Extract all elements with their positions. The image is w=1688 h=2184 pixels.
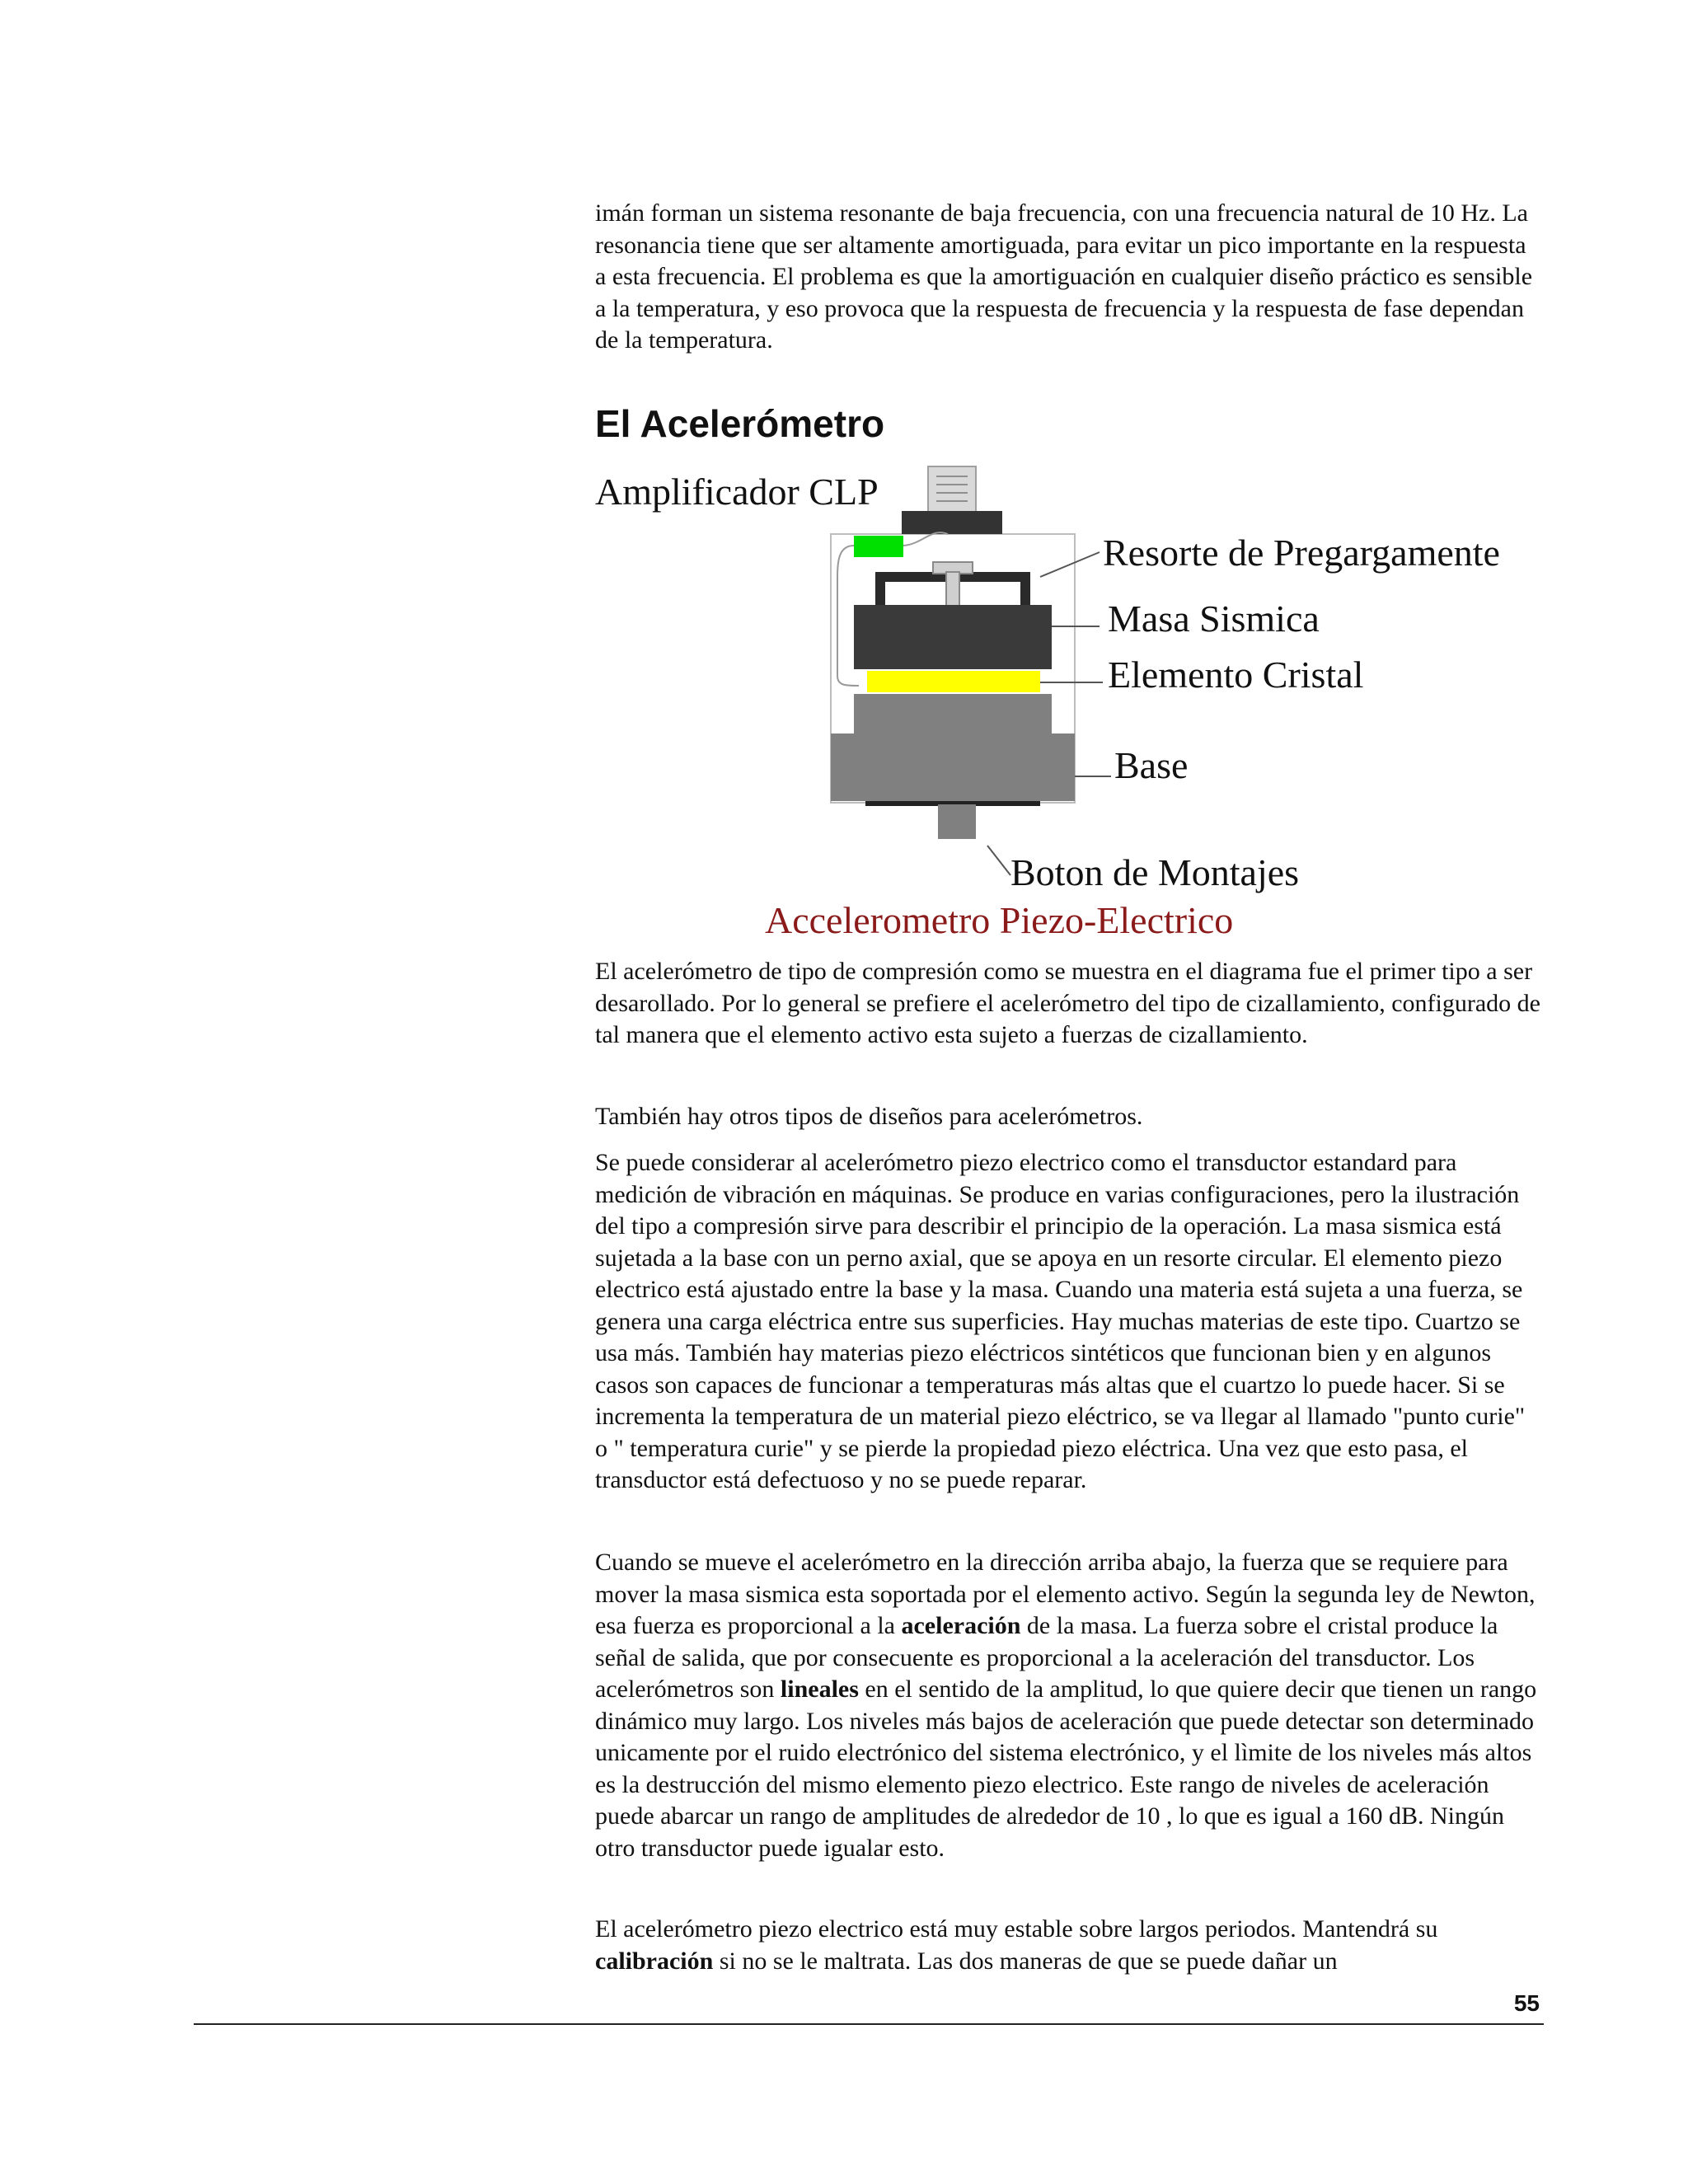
p4-bold-lineales: lineales <box>780 1675 859 1703</box>
p5-text-a: El acelerómetro piezo electrico está muy estable sobre largos periodos. Mantendrá su <box>595 1915 1438 1943</box>
body-paragraph-2: También hay otros tipos de diseños para acelerómetros. <box>595 1103 1143 1130</box>
p4-text-c: en el sentido de la amplitud, lo que quiere decir que tienen un rango dinámico muy largo. Los niveles más bajos de aceleración que puede detectar son determinado unicamente por el ruido electrónico del sistema electrónico, y el lìmite de los niveles más altos es la destrucción del mismo elemento piezo electrico. Este rango de niveles de aceleración puede abarcar un rango de amplitudes de alrededor de 10 , lo que es igual a 160 dB. Ningún otro transductor puede igualar esto. <box>595 1675 1537 1862</box>
p4-text-a: Cuando se mueve el acelerómetro en la dirección arriba abajo, la fuerza que se requiere para mover la masa sismica esta soportada por el elemento activo. Según la segunda ley de Newton, esa fuerza es proporcional a la <box>595 1549 1536 1639</box>
amp-wire <box>903 532 948 546</box>
body-paragraph-4 <box>595 1547 1543 1864</box>
p5-text-b: si no se le maltrata. Las dos maneras de que se puede dañar un <box>713 1947 1338 1975</box>
body-paragraph-1: El acelerómetro de tipo de compresión como se muestra en el diagrama fue el primer tipo a ser desarollado. Por lo general se prefiere el acelerómetro del tipo de cizallamiento, configurado de tal manera que el elemento activo esta sujeto a fuerzas de cizallamiento. <box>595 958 1541 1048</box>
bolt-head <box>933 562 973 574</box>
p4-text-b: de la masa. La fuerza sobre el cristal produce la señal de salida, que por consecuente es proporcional a la aceleración del transductor. Los acelerómetros son <box>595 1612 1498 1703</box>
figure-caption: Accelerometro Piezo-Electrico <box>765 899 1234 941</box>
section-heading: El Acelerómetro <box>595 402 885 445</box>
label-spring: Resorte de Pregargamente <box>1103 532 1500 574</box>
body-paragraph-3: Se puede considerar al acelerómetro piezo electrico como el transductor estandard para medición de vibración en máquinas. Se produce en varias configuraciones, pero la ilustración del tipo a compresión sirve para describir el principio de la operación. La masa sismica está sujetada a la base con un perno axial, que se apoya en un resorte circular. El elemento piezo electrico está ajustado entre la base y la masa. Cuando una materia está sujeta a una fuerza, se genera una carga eléctrica entre sus superficies. Hay muchas materias de este tipo. Cuartzo se usa más. También hay materias piezo eléctricos sintéticos que funcionan bien y en algunos casos son capaces de funcionar a temperaturas más altas que el cuartzo lo puede hacer. Si se incrementa la temperatura de un material piezo eléctrico, se va llegar al llamado "punto curie" o " temperatura curie" y se pierde la propiedad piezo eléctrica. Una vez que esto pasa, el transductor está defectuoso y no se puede reparar. <box>595 1149 1526 1493</box>
amplifier-chip <box>854 536 903 557</box>
intro-paragraph: imán forman un sistema resonante de baja frecuencia, con una frecuencia natural de 10 Hz. La resonancia tiene que ser altamente amortiguada, para evitar un pico importante en la respuesta a esta frecuencia. El problema es que la amortiguación en cualquier diseño práctico es sensible a la temperatura, y eso provoca que la respuesta de frecuencia y la respuesta de fase dependan de la temperatura. <box>595 199 1533 354</box>
body-paragraph-5 <box>595 1914 1543 1977</box>
base-upper <box>854 694 1052 735</box>
p5-bold-calibracion: calibración <box>595 1947 714 1975</box>
mounting-button <box>938 804 976 839</box>
label-amplifier: Amplificador CLP <box>595 471 879 513</box>
p4-bold-aceleracion: aceleración <box>901 1612 1021 1639</box>
bolt-shaft <box>946 572 959 607</box>
seismic-mass <box>854 605 1052 669</box>
connector-cap <box>902 511 1002 534</box>
signal-wire <box>837 546 859 686</box>
preload-spring <box>880 577 1025 607</box>
label-crystal: Elemento Cristal <box>1108 654 1364 696</box>
crystal-element <box>867 671 1040 692</box>
base-lower <box>831 733 1075 801</box>
accelerometer-diagram <box>0 0 1688 956</box>
label-mass: Masa Sismica <box>1108 598 1320 640</box>
base-bottom-plate <box>865 801 1040 806</box>
footer-rule <box>194 2023 1544 2025</box>
label-base: Base <box>1114 744 1189 786</box>
page-number: 55 <box>1513 1990 1540 2016</box>
connector <box>928 466 976 513</box>
label-button: Boton de Montajes <box>1010 851 1300 893</box>
housing-outline <box>831 534 1075 803</box>
